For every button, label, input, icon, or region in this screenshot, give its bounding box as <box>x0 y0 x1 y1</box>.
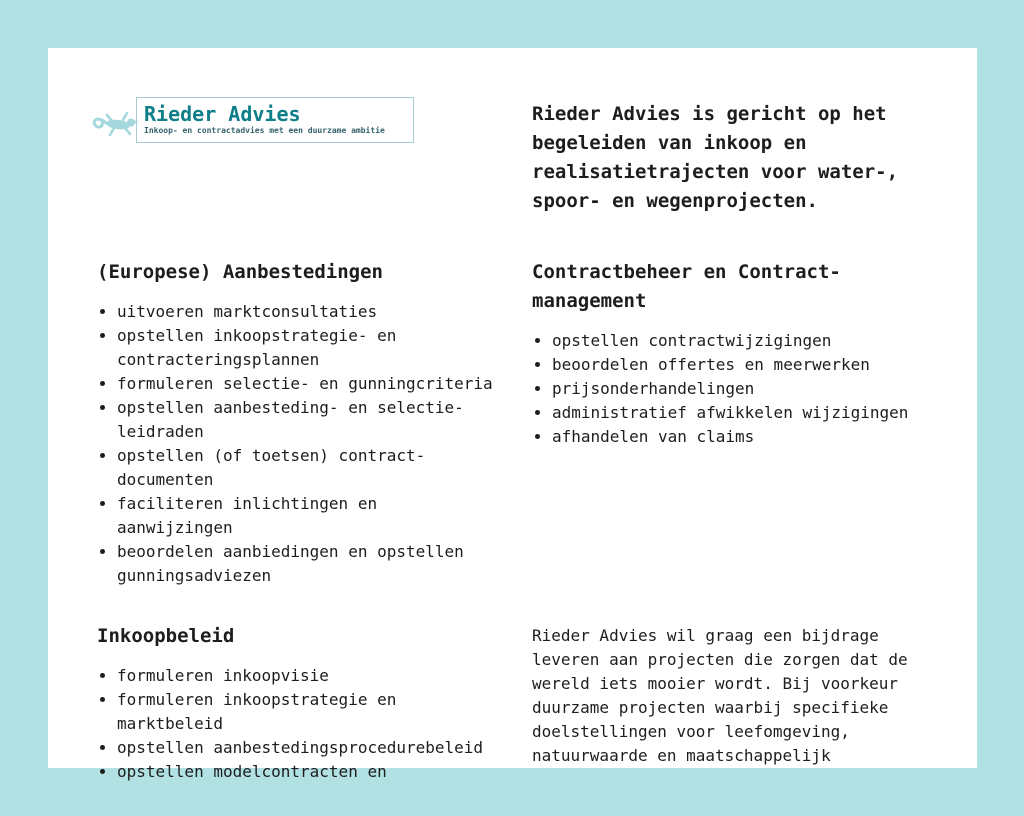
section-inkoopbeleid <box>97 622 532 784</box>
intro-text: Rieder Advies is gericht op het begeleiden van inkoop en realisatietrajecten voor water-, spoor- en wegenprojecten. <box>532 103 899 212</box>
list-item: • opstellen inkoopstrategie- en contracteringsplannen <box>117 324 497 372</box>
list-item: • administratief afwikkelen wijzigingen <box>552 401 932 425</box>
list-item: • formuleren inkoopvisie <box>117 664 497 688</box>
page-background <box>0 48 1024 816</box>
list-item: • opstellen modelcontracten en <box>117 760 497 784</box>
list-item: • opstellen aanbesteding- en selectie-leidraden <box>117 396 497 444</box>
section-aanbestedingen <box>97 258 532 588</box>
list-item: • formuleren selectie- en gunningcriteria <box>117 372 497 396</box>
bottom-row <box>97 622 947 784</box>
section-title-aanbestedingen: (Europese) Aanbestedingen <box>97 261 383 283</box>
mission-text: Rieder Advies wil graag een bijdrage leveren aan projecten die zorgen dat de wereld iets mooier wordt. Bij voorkeur duurzame projecten waarbij specifieke doelstellingen voor leefomgeving, natuurwaarde en maatschappelijk <box>532 626 908 765</box>
list-item: • beoordelen offertes en meerwerken <box>552 353 932 377</box>
section-list-contractbeheer <box>532 329 932 449</box>
header-row <box>97 97 947 216</box>
list-item: • opstellen contractwijzigingen <box>552 329 932 353</box>
gecko-icon <box>91 108 143 144</box>
list-item: • afhandelen van claims <box>552 425 932 449</box>
section-contractbeheer <box>532 258 947 449</box>
section-list-inkoopbeleid <box>97 664 497 784</box>
list-item: • formuleren inkoopstrategie en marktbeleid <box>117 688 497 736</box>
list-item: • prijsonderhandelingen <box>552 377 932 401</box>
list-item: • beoordelen aanbiedingen en opstellen gunningsadviezen <box>117 540 497 588</box>
logo-tagline: Inkoop- en contractadvies met een duurzame ambitie <box>144 126 385 135</box>
list-item: • faciliteren inlichtingen en aanwijzingen <box>117 492 497 540</box>
services-row <box>97 258 947 588</box>
logo[interactable] <box>136 97 414 143</box>
section-title-contractbeheer: Contractbeheer en Contract-management <box>532 261 841 312</box>
section-list-aanbestedingen <box>97 300 497 588</box>
section-title-inkoopbeleid: Inkoopbeleid <box>97 625 235 647</box>
logo-name: Rieder Advies <box>144 102 301 126</box>
logo-area <box>97 97 532 216</box>
content-card <box>48 48 977 781</box>
list-item: • uitvoeren marktconsultaties <box>117 300 497 324</box>
list-item: • opstellen aanbestedingsprocedurebeleid <box>117 736 497 760</box>
list-item: • opstellen (of toetsen) contract-documenten <box>117 444 497 492</box>
